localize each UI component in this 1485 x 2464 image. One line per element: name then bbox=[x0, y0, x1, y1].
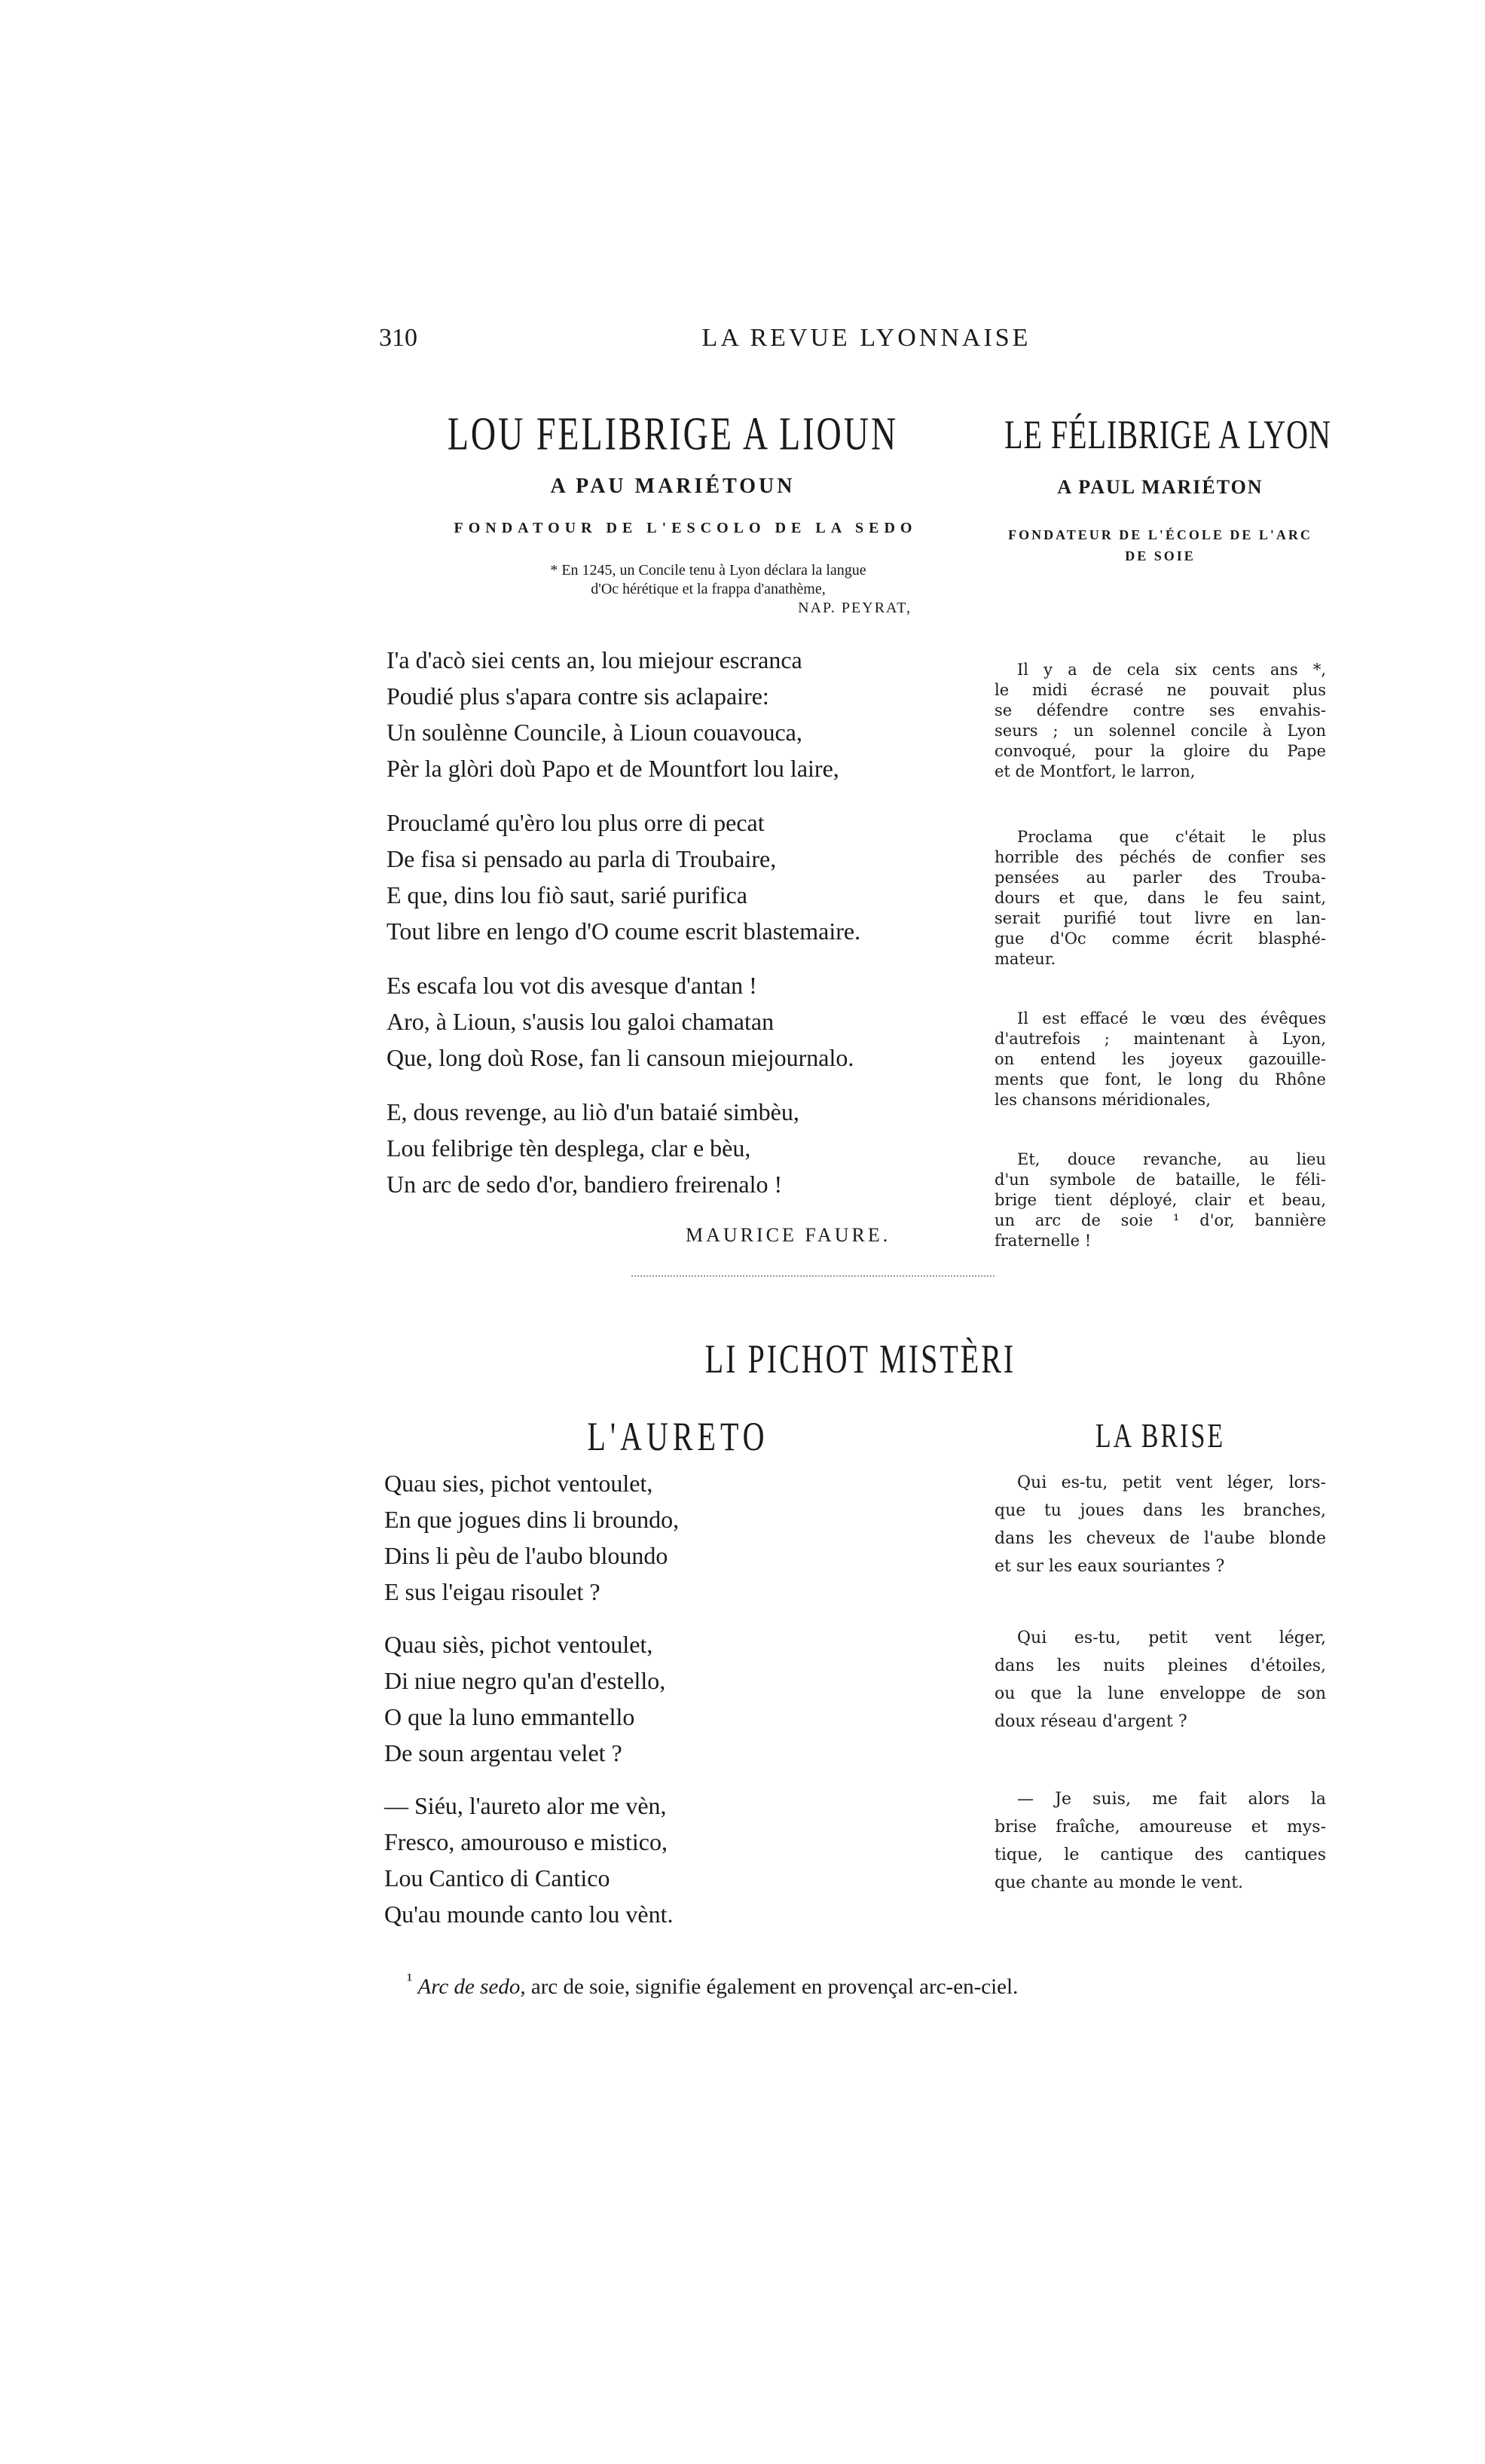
verse-line: Poudié plus s'apara contre sis aclapaire: bbox=[387, 682, 769, 710]
prose-line: le midi écrasé ne pouvait plus bbox=[995, 681, 1326, 699]
verse-line: Un arc de sedo d'or, bandiero freirenalo ! bbox=[387, 1171, 783, 1198]
poem1-signature: MAURICE FAURE. bbox=[686, 1224, 891, 1246]
footnote-term: Arc de sedo, bbox=[417, 1974, 526, 1999]
poem2-french-prose bbox=[995, 1469, 1326, 1897]
stanza bbox=[384, 1788, 679, 1932]
footnote bbox=[407, 1970, 1018, 2000]
prose-line: fraternelle ! bbox=[995, 1232, 1092, 1250]
prose-line: serait purifié tout livre en lan- bbox=[995, 909, 1326, 927]
epigraph-line: * En 1245, un Concile tenu à Lyon déclara la langue bbox=[550, 562, 866, 579]
prose-line: Qui es-tu, petit vent léger, lors- bbox=[1017, 1473, 1326, 1492]
paragraph bbox=[995, 827, 1326, 969]
paragraph bbox=[995, 660, 1326, 782]
stanza bbox=[387, 1094, 860, 1202]
prose-line: — Je suis, me fait alors la bbox=[1017, 1790, 1326, 1809]
poem1-provencal-dedication: A PAU MARIÉTOUN bbox=[550, 475, 796, 498]
poem1-french-dedication: A PAUL MARIÉTON bbox=[1057, 476, 1263, 498]
poem1-provencal-title: LOU FELIBRIGE A LIOUN bbox=[447, 408, 899, 460]
verse-line: Di niue negro qu'an d'estello, bbox=[384, 1667, 666, 1694]
poem2-main-title: LI PICHOT MISTÈRI bbox=[704, 1336, 1016, 1382]
verse-line: I'a d'acò siei cents an, lou miejour escranca bbox=[387, 646, 802, 673]
verse-line: Dins li pèu de l'aubo bloundo bbox=[384, 1542, 668, 1569]
prose-line: d'un symbole de bataille, le féli- bbox=[995, 1171, 1326, 1189]
prose-line: dans les nuits pleines d'étoiles, bbox=[995, 1656, 1326, 1675]
paragraph bbox=[995, 1009, 1326, 1110]
prose-line: dours et que, dans le feu saint, bbox=[995, 889, 1326, 907]
paragraph bbox=[995, 1624, 1326, 1736]
paragraph bbox=[995, 1469, 1326, 1580]
verse-line: De soun argentau velet ? bbox=[384, 1739, 622, 1766]
stanza bbox=[384, 1465, 679, 1610]
prose-line: et de Montfort, le larron, bbox=[995, 762, 1196, 780]
page-number: 310 bbox=[379, 324, 417, 352]
stanza bbox=[387, 805, 860, 949]
prose-line: ments que font, le long du Rhône bbox=[995, 1070, 1326, 1088]
prose-line: et sur les eaux souriantes ? bbox=[995, 1557, 1225, 1576]
verse-line: E que, dins lou fiò saut, sarié purifica bbox=[387, 881, 747, 908]
prose-line: Qui es-tu, petit vent léger, bbox=[1017, 1629, 1326, 1647]
prose-line: on entend les joyeux gazouille- bbox=[995, 1050, 1326, 1068]
verse-line: Es escafa lou vot dis avesque d'antan ! bbox=[387, 972, 757, 999]
epigraph-author: NAP. PEYRAT, bbox=[798, 600, 912, 616]
subtitle-line: DE SOIE bbox=[1125, 548, 1196, 563]
prose-line: convoqué, pour la gloire du Pape bbox=[995, 742, 1326, 760]
verse-line: Lou Cantico di Cantico bbox=[384, 1864, 610, 1892]
verse-line: Aro, à Lioun, s'ausis lou galoi chamatan bbox=[387, 1008, 775, 1035]
poem1-provencal-verses bbox=[387, 642, 860, 1202]
prose-line: ou que la lune enveloppe de son bbox=[995, 1684, 1326, 1703]
verse-line: Prouclamé qu'èro lou plus orre di pecat bbox=[387, 809, 765, 836]
section-divider bbox=[631, 1275, 995, 1277]
verse-line: Quau sies, pichot ventoulet, bbox=[384, 1470, 653, 1497]
poem2-french-title: LA BRISE bbox=[1095, 1418, 1226, 1455]
prose-line: doux réseau d'argent ? bbox=[995, 1712, 1187, 1731]
running-title: LA REVUE LYONNAISE bbox=[701, 324, 1031, 352]
prose-line: Proclama que c'était le plus bbox=[1017, 828, 1326, 846]
epigraph bbox=[475, 561, 942, 618]
footnote-marker: ¹ bbox=[407, 1970, 413, 1990]
prose-line: se défendre contre ses envahis- bbox=[995, 701, 1326, 719]
verse-line: E sus l'eigau risoulet ? bbox=[384, 1578, 600, 1605]
prose-line: un arc de soie ¹ d'or, bannière bbox=[995, 1211, 1326, 1229]
verse-line: — Siéu, l'aureto alor me vèn, bbox=[384, 1792, 667, 1819]
verse-line: Un soulènne Councile, à Lioun couavouca, bbox=[387, 719, 802, 746]
verse-line: Quau siès, pichot ventoulet, bbox=[384, 1631, 653, 1658]
epigraph-line: d'Oc hérétique et la frappa d'anathème, bbox=[591, 581, 826, 597]
stanza bbox=[384, 1626, 679, 1771]
paragraph bbox=[995, 1150, 1326, 1251]
prose-line: pensées au parler des Trouba- bbox=[995, 869, 1326, 887]
verse-line: En que jogues dins li broundo, bbox=[384, 1506, 680, 1533]
prose-line: tique, le cantique des cantiques bbox=[995, 1846, 1326, 1864]
prose-line: brise fraîche, amoureuse et mys- bbox=[995, 1818, 1326, 1837]
poem1-french-subtitle bbox=[987, 524, 1334, 566]
poem1-french-prose bbox=[995, 660, 1326, 1251]
verse-line: Tout libre en lengo d'O coume escrit blastemaire. bbox=[387, 918, 861, 945]
verse-line: E, dous revenge, au liò d'un bataié simbèu, bbox=[387, 1098, 799, 1125]
poem1-french-title: LE FÉLIBRIGE A LYON bbox=[1004, 411, 1331, 458]
verse-line: De fisa si pensado au parla di Troubaire, bbox=[387, 845, 777, 872]
verse-line: Qu'au mounde canto lou vènt. bbox=[384, 1901, 674, 1928]
poem2-provencal-verses bbox=[384, 1465, 679, 1932]
subtitle-line: FONDATEUR DE L'ÉCOLE DE L'ARC bbox=[1008, 527, 1312, 542]
stanza bbox=[387, 967, 860, 1076]
prose-line: dans les cheveux de l'aube blonde bbox=[995, 1529, 1326, 1548]
verse-line: Lou felibrige tèn desplega, clar e bèu, bbox=[387, 1134, 751, 1162]
prose-line: les chansons méridionales, bbox=[995, 1091, 1211, 1109]
prose-line: que tu joues dans les branches, bbox=[995, 1501, 1326, 1520]
poem2-provencal-title: L'AURETO bbox=[587, 1413, 769, 1460]
prose-line: Il y a de cela six cents ans *, bbox=[1017, 661, 1326, 679]
prose-line: Et, douce revanche, au lieu bbox=[1017, 1150, 1326, 1168]
footnote-text: arc de soie, signifie également en provençal arc-en-ciel. bbox=[530, 1974, 1019, 1999]
stanza bbox=[387, 642, 860, 786]
verse-line: Fresco, amourouso e mistico, bbox=[384, 1828, 668, 1855]
verse-line: Pèr la glòri doù Papo et de Mountfort lou laire, bbox=[387, 755, 839, 782]
paragraph bbox=[995, 1785, 1326, 1897]
prose-line: mateur. bbox=[995, 950, 1056, 968]
prose-line: Il est effacé le vœu des évêques bbox=[1017, 1009, 1326, 1027]
prose-line: d'autrefois ; maintenant à Lyon, bbox=[995, 1030, 1326, 1048]
verse-line: Que, long doù Rose, fan li cansoun miejournalo. bbox=[387, 1044, 854, 1071]
verse-line: O que la luno emmantello bbox=[384, 1703, 635, 1730]
poem1-provencal-subtitle: FONDATOUR DE L'ESCOLO DE LA SEDO bbox=[454, 520, 918, 536]
prose-line: horrible des péchés de confier ses bbox=[995, 848, 1326, 866]
prose-line: gue d'Oc comme écrit blasphé- bbox=[995, 930, 1326, 948]
prose-line: seurs ; un solennel concile à Lyon bbox=[995, 722, 1326, 740]
prose-line: que chante au monde le vent. bbox=[995, 1873, 1244, 1892]
prose-line: brige tient déployé, clair et beau, bbox=[995, 1191, 1326, 1209]
